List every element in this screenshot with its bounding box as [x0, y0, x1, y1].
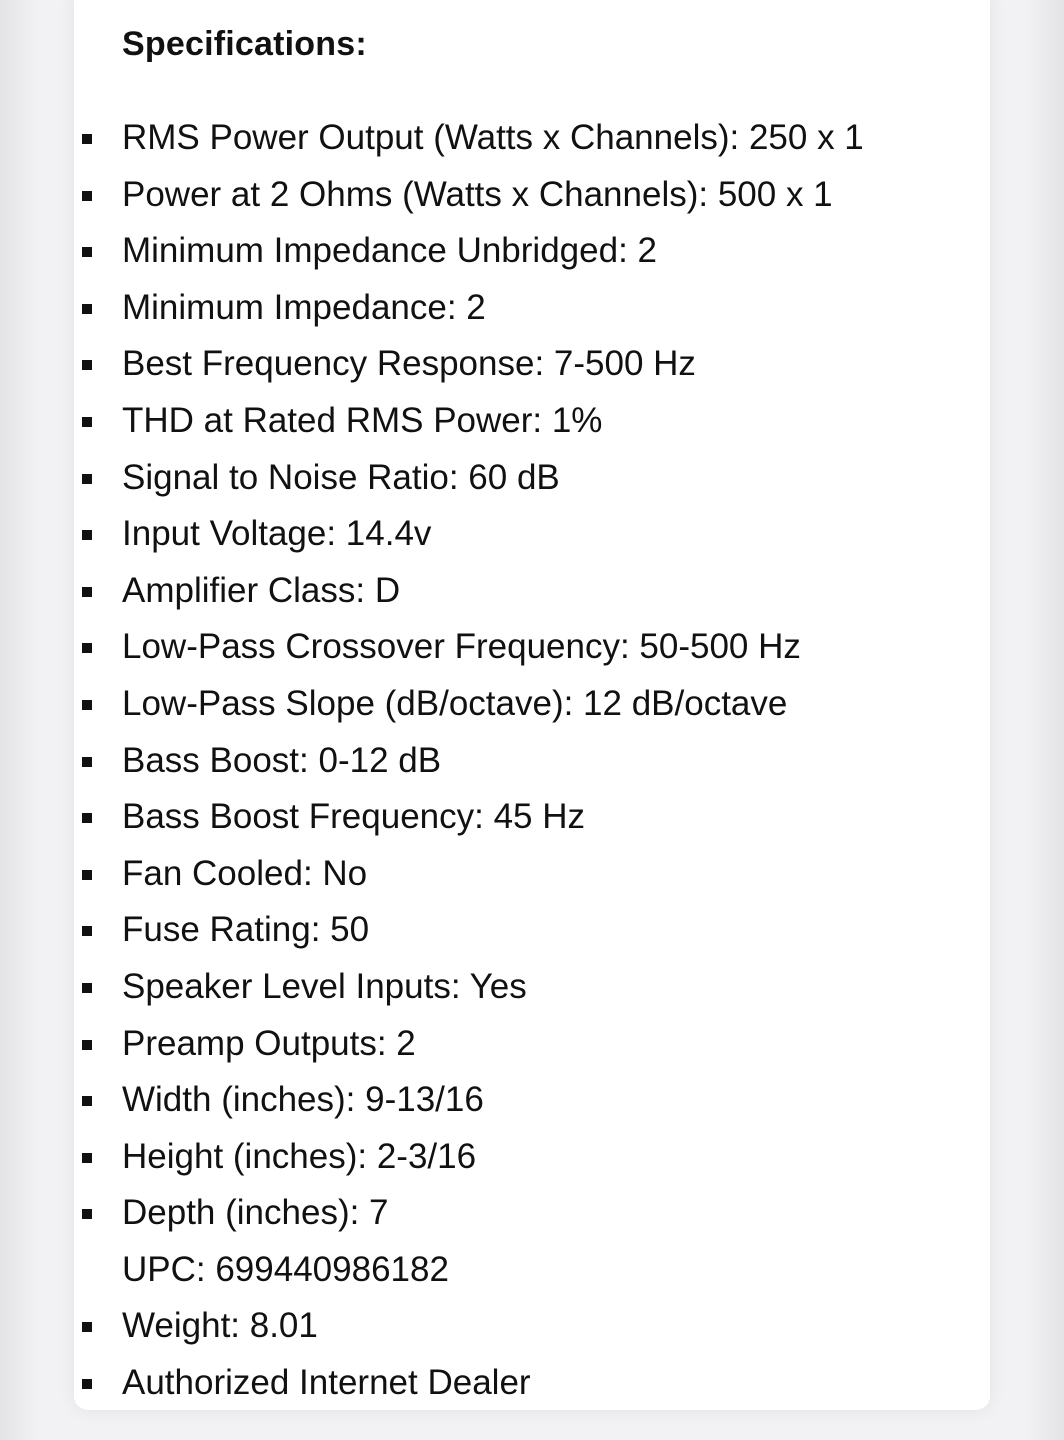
bullet-icon — [82, 474, 92, 484]
spec-text: Preamp Outputs: 2 — [122, 1023, 416, 1063]
spec-text: Input Voltage: 14.4v — [122, 514, 432, 554]
bullet-icon — [82, 530, 92, 540]
bullet-icon — [82, 191, 92, 201]
bullet-icon — [82, 1096, 92, 1106]
spec-text: Minimum Impedance: 2 — [122, 287, 486, 327]
bullet-icon — [82, 304, 92, 314]
spec-item — [0, 789, 1064, 846]
spec-item — [0, 846, 1064, 903]
spec-item — [0, 676, 1064, 733]
spec-item — [0, 167, 1064, 224]
specifications-heading: Specifications: — [122, 25, 367, 63]
spec-text: Speaker Level Inputs: Yes — [122, 966, 527, 1006]
bullet-icon — [82, 1322, 92, 1332]
spec-text: Power at 2 Ohms (Watts x Channels): 500 x 1 — [122, 174, 833, 214]
bullet-icon — [82, 870, 92, 880]
bullet-icon — [82, 813, 92, 823]
spec-text: Low-Pass Crossover Frequency: 50-500 Hz — [122, 627, 801, 667]
bullet-icon — [82, 1209, 92, 1219]
spec-text: UPC: 699440986182 — [122, 1249, 449, 1289]
bullet-icon — [82, 983, 92, 993]
spec-item — [0, 733, 1064, 790]
spec-text: Low-Pass Slope (dB/octave): 12 dB/octave — [122, 683, 788, 723]
spec-item — [0, 1129, 1064, 1186]
spec-text: THD at Rated RMS Power: 1% — [122, 400, 603, 440]
bullet-icon — [82, 1153, 92, 1163]
spec-text: Signal to Noise Ratio: 60 dB — [122, 457, 560, 497]
spec-text: Height (inches): 2-3/16 — [122, 1136, 477, 1176]
spec-item — [0, 393, 1064, 450]
bullet-icon — [82, 1040, 92, 1050]
spec-text: Bass Boost Frequency: 45 Hz — [122, 797, 585, 837]
bullet-icon — [82, 417, 92, 427]
spec-text: Fan Cooled: No — [122, 853, 368, 893]
spec-item — [0, 223, 1064, 280]
spec-item — [0, 563, 1064, 620]
spec-text: Weight: 8.01 — [122, 1306, 318, 1346]
spec-item — [0, 1298, 1064, 1355]
bullet-icon — [82, 134, 92, 144]
spec-text: Bass Boost: 0-12 dB — [122, 740, 442, 780]
spec-text: Minimum Impedance Unbridged: 2 — [122, 231, 657, 271]
spec-text: Amplifier Class: D — [122, 570, 401, 610]
spec-item — [0, 1072, 1064, 1129]
spec-item — [0, 110, 1064, 167]
spec-item — [0, 902, 1064, 959]
spec-item — [0, 1355, 1064, 1412]
spec-text: Width (inches): 9-13/16 — [122, 1080, 484, 1120]
spec-item — [0, 506, 1064, 563]
spec-item — [0, 1185, 1064, 1242]
spec-item — [0, 1242, 1064, 1299]
bullet-icon — [82, 643, 92, 653]
spec-item — [0, 450, 1064, 507]
bullet-icon — [82, 1379, 92, 1389]
spec-item — [0, 959, 1064, 1016]
bullet-icon — [82, 926, 92, 936]
spec-text: Depth (inches): 7 — [122, 1193, 389, 1233]
spec-text: Fuse Rating: 50 — [122, 910, 370, 950]
spec-item — [0, 619, 1064, 676]
spec-item — [0, 1016, 1064, 1073]
spec-text: Authorized Internet Dealer — [122, 1363, 531, 1403]
specifications-list — [0, 110, 1064, 1412]
bullet-icon — [82, 757, 92, 767]
spec-item — [0, 280, 1064, 337]
spec-text: Best Frequency Response: 7-500 Hz — [122, 344, 696, 384]
bullet-icon — [82, 247, 92, 257]
bullet-icon — [82, 360, 92, 370]
bullet-icon — [82, 700, 92, 710]
spec-item — [0, 336, 1064, 393]
bullet-icon — [82, 587, 92, 597]
spec-text: RMS Power Output (Watts x Channels): 250 x 1 — [122, 118, 864, 157]
